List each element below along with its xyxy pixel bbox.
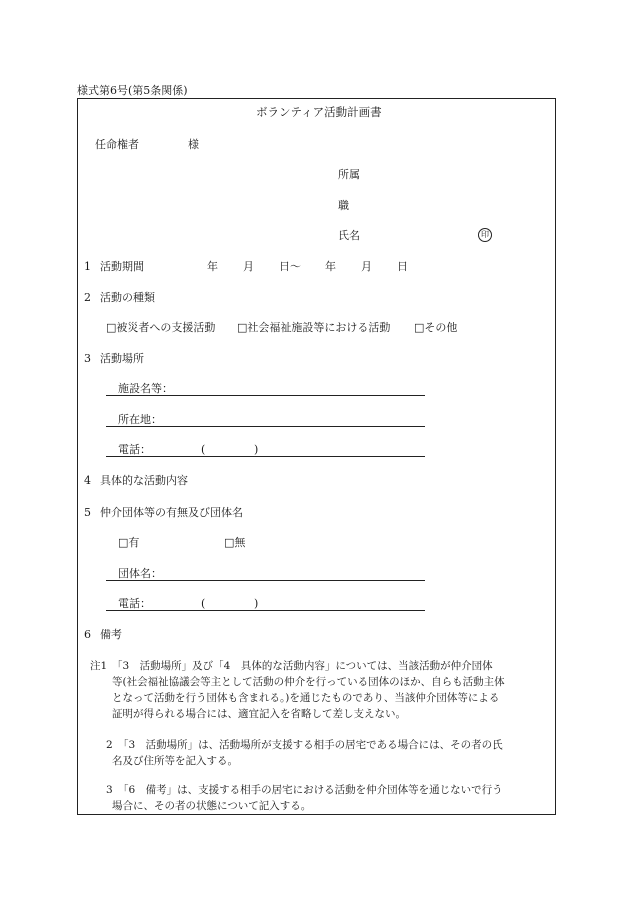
note-2-line-2: 名及び住所等を記入する。 (112, 755, 238, 767)
period-start-year: 年 (207, 260, 218, 273)
note-3-number: 3 (106, 784, 113, 796)
group-phone-label: 電話： (118, 597, 151, 610)
period-start-month: 月 (243, 260, 254, 273)
intermediary-no-option[interactable]: □無 (224, 536, 246, 549)
note-3-line-2: 場合に、その者の状態について記入する。 (112, 800, 312, 812)
addressee-honorific: 様 (188, 138, 199, 151)
group-phone-field[interactable] (106, 610, 425, 611)
affiliation-label: 所属 (338, 168, 360, 181)
section-3-number: 3 (84, 352, 91, 365)
place-phone-field[interactable] (106, 456, 425, 457)
section-2-number: 2 (84, 291, 91, 304)
note-1-line-1: 「3 活動場所」及び「4 具体的な活動内容」については、当該活動が仲介団体 (112, 660, 493, 672)
period-end-month: 月 (361, 260, 372, 273)
note-1-line-2: 等(社会福祉協議会等主として活動の仲介を行っている団体のほか、自らも活動主体 (112, 676, 505, 688)
addressee-label: 任命権者 (95, 138, 139, 151)
note-1-number: 注1 (90, 660, 108, 672)
period-end-year: 年 (325, 260, 336, 273)
section-6-label: 備考 (100, 628, 122, 641)
form-title: ボランティア活動計画書 (256, 105, 382, 119)
intermediary-yes-option[interactable]: □有 (118, 536, 140, 549)
activity-type-option-welfare[interactable]: □社会福祉施設等における活動 (237, 321, 391, 334)
note-1-line-3: となって活動を行う団体も含まれる。)を通じたものであり、当該仲介団体等による (112, 692, 500, 704)
note-2-line-1: 「3 活動場所」は、活動場所が支援する相手の居宅である場合には、その者の氏 (118, 739, 503, 751)
activity-type-option-other[interactable]: □その他 (414, 321, 458, 334)
section-3-label: 活動場所 (100, 352, 144, 365)
note-3-line-1: 「6 備考」は、支援する相手の居宅における活動を仲介団体等を通じないで行う (118, 784, 503, 796)
section-1-label: 活動期間 (100, 260, 144, 273)
section-5-label: 仲介団体等の有無及び団体名 (100, 506, 243, 519)
group-name-field[interactable] (106, 580, 425, 581)
section-4-number: 4 (84, 474, 91, 487)
note-1-line-4: 証明が得られる場合には、適宜記入を省略して差し支えない。 (112, 708, 406, 720)
section-2-label: 活動の種類 (100, 291, 155, 304)
facility-label: 施設名等： (118, 382, 173, 395)
note-2-number: 2 (106, 739, 113, 751)
section-4-label: 具体的な活動内容 (100, 474, 188, 487)
facility-field[interactable] (106, 395, 425, 396)
period-end-day: 日 (397, 260, 408, 273)
activity-type-option-disaster[interactable]: □被災者への支援活動 (106, 321, 216, 334)
place-phone-paren-close: ) (254, 443, 259, 456)
group-name-label: 団体名： (118, 567, 162, 580)
section-5-number: 5 (84, 506, 91, 519)
group-phone-paren-open: ( (201, 597, 206, 610)
seal-mark: 印 (478, 228, 492, 242)
form-number: 様式第6号(第5条関係) (77, 84, 188, 97)
location-label: 所在地： (118, 413, 162, 426)
place-phone-paren-open: ( (201, 443, 206, 456)
group-phone-paren-close: ) (254, 597, 259, 610)
position-label: 職 (338, 199, 349, 212)
section-6-number: 6 (84, 628, 91, 641)
location-field[interactable] (106, 426, 425, 427)
place-phone-label: 電話： (118, 443, 151, 456)
period-start-day: 日〜 (279, 260, 301, 273)
name-label: 氏名 (338, 229, 360, 242)
section-1-number: 1 (84, 260, 91, 273)
